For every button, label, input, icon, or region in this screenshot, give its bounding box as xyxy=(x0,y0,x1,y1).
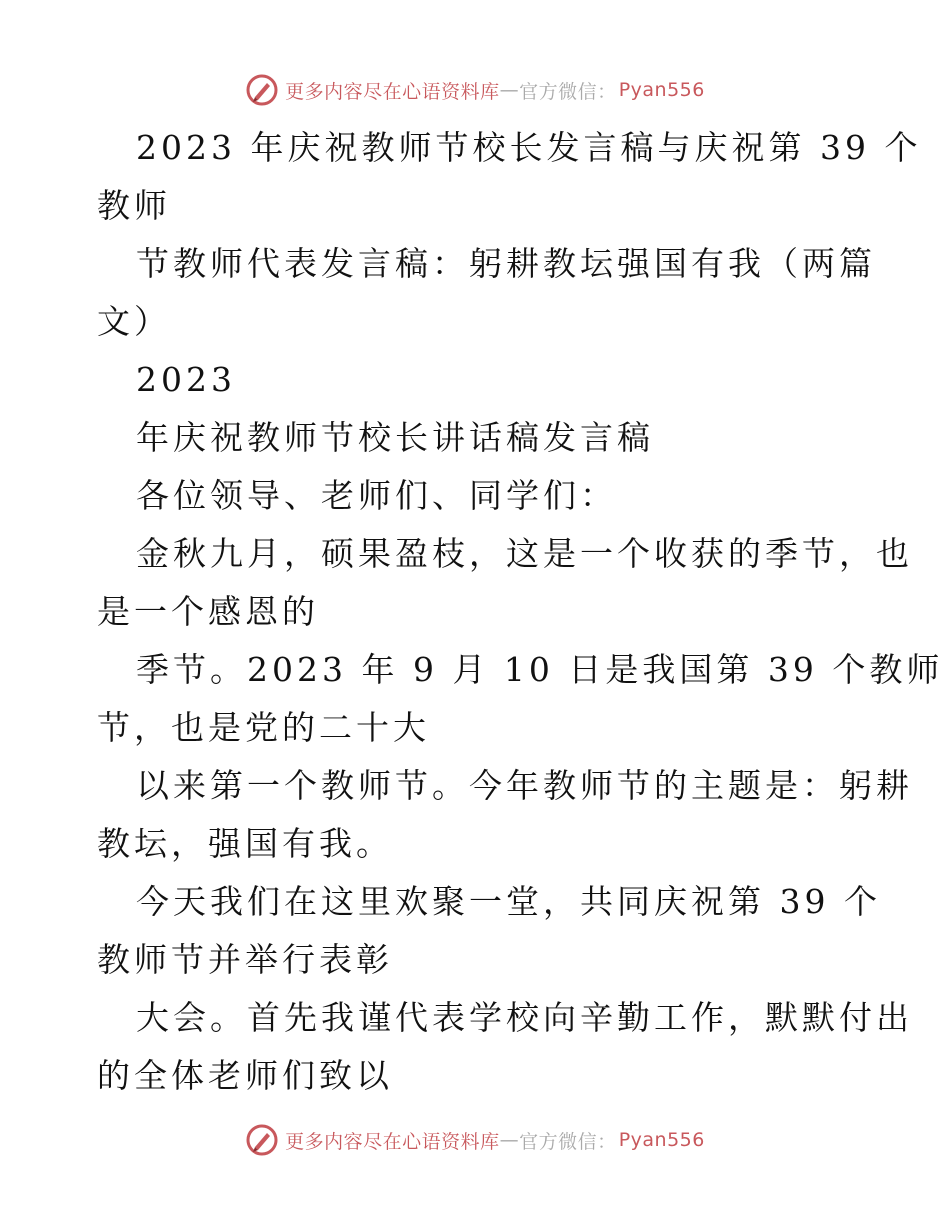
paragraph-line: 的全体老师们致以 xyxy=(97,1056,393,1095)
watermark-wechat-label: 官方微信： xyxy=(519,80,617,103)
paragraph-line: 金秋九月，硕果盈枝，这是一个收获的季节，也 xyxy=(136,534,913,573)
watermark-main-text: 更多内容尽在心语资料库 xyxy=(285,80,500,103)
paragraph-line: 大会。首先我谨代表学校向辛勤工作，默默付出 xyxy=(136,998,913,1037)
title-line-1: 2023 年庆祝教师节校长发言稿与庆祝第 39 个 xyxy=(136,128,922,167)
watermark-separator: — xyxy=(499,79,520,101)
section-year: 2023 xyxy=(136,360,236,399)
title-line-4: 文） xyxy=(97,302,171,341)
title-line-2: 教师 xyxy=(97,186,171,225)
paragraph-line: 教师节并举行表彰 xyxy=(97,940,393,979)
paragraph-line: 以来第一个教师节。今年教师节的主题是：躬耕 xyxy=(136,766,913,805)
salutation: 各位领导、老师们、同学们： xyxy=(136,476,617,515)
footer-watermark xyxy=(0,1120,950,1160)
paragraph-line: 教坛，强国有我。 xyxy=(97,824,393,863)
watermark-wechat-id: Pyan556 xyxy=(618,1129,705,1151)
paragraph-line: 是一个感恩的 xyxy=(97,592,319,631)
paragraph-line: 今天我们在这里欢聚一堂，共同庆祝第 39 个 xyxy=(136,882,881,921)
paragraph-line: 节，也是党的二十大 xyxy=(97,708,430,747)
watermark-wechat-label: 官方微信： xyxy=(519,1130,617,1153)
pen-logo-icon xyxy=(245,1123,279,1157)
title-line-3: 节教师代表发言稿：躬耕教坛强国有我（两篇 xyxy=(136,244,876,283)
section-title: 年庆祝教师节校长讲话稿发言稿 xyxy=(136,418,654,457)
paragraph-line: 季节。2023 年 9 月 10 日是我国第 39 个教师 xyxy=(136,650,944,689)
watermark-separator: — xyxy=(499,1129,520,1151)
watermark-wechat-id: Pyan556 xyxy=(618,79,705,101)
watermark-main-text: 更多内容尽在心语资料库 xyxy=(285,1130,500,1153)
